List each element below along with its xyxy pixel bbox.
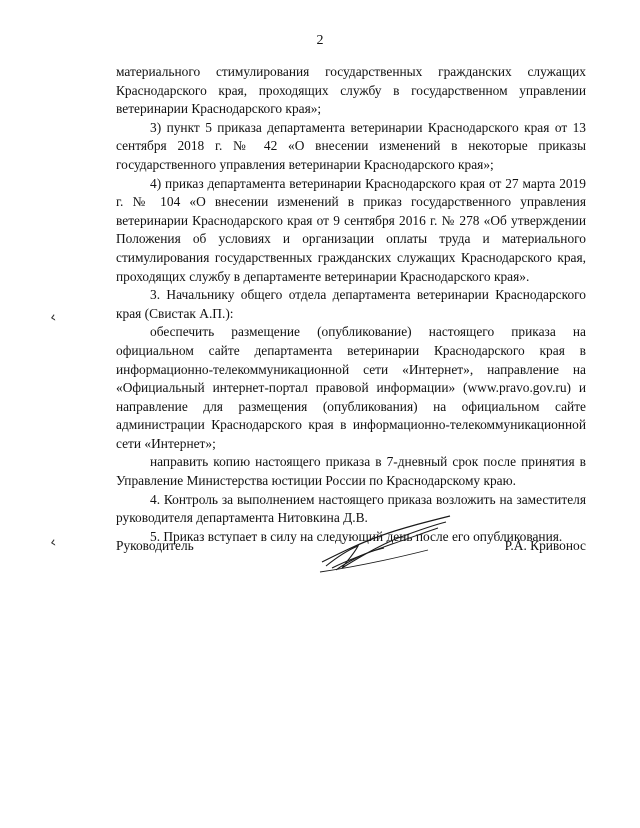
paragraph: 3. Начальнику общего отдела департамента ветеринарии Краснодарского края (Свистак А.П.): — [116, 287, 586, 321]
signature-block — [116, 538, 586, 562]
margin-check-mark: ‹ — [48, 307, 58, 327]
paragraph: направить копию настоящего приказа в 7-дневный срок после принятия в Управление Министерства юстиции России по Краснодарскому краю. — [116, 454, 586, 489]
document-body — [116, 63, 586, 546]
paragraph: 3) пункт 5 приказа департамента ветеринарии Краснодарского края от 13 сентября 2018 г. № 42 «О внесении изменений в некоторые приказы государственного управления ветеринарии Краснодарского края»; — [116, 119, 586, 172]
paragraph: материального стимулирования государственных гражданских служащих Краснодарского края, проходящих службу в государственном управлении ветеринарии Краснодарского края»; — [116, 64, 586, 117]
paragraph: 4. Контроль за выполнением настоящего приказа возложить на заместителя руководителя департамента Нитовкина Д.В. — [116, 491, 586, 526]
paragraph: 5. Приказ вступает в силу на следующий день после его опубликования. — [150, 528, 563, 544]
signatory-name: Р.А. Кривонос — [504, 538, 586, 553]
margin-check-mark: ‹ — [48, 532, 58, 552]
paragraph: 4) приказ департамента ветеринарии Краснодарского края от 27 марта 2019 г. № 104 «О внесении изменений в приказ государственного управления ветеринарии Краснодарского края от 9 сентября 2016 г. № 278 «Об утверждении Положения об условиях и организации оплаты труда и материального стимулирования государственных гражданских служащих Краснодарского края, проходящих службу в департаменте ветеринарии Краснодарского края». — [116, 175, 586, 284]
paragraph: обеспечить размещение (опубликование) настоящего приказа на официальном сайте департамента ветеринарии Краснодарского края в информационно-телекоммуникационной сети «Интернет», направление на «Официальный интернет-портал правовой информации» (www.pravo.gov.ru) и направление для размещения (опубликования) на официальном сайте администрации Краснодарского края в информационно-телекоммуникационной сети «Интернет»; — [116, 324, 586, 451]
signatory-title: Руководитель — [116, 538, 194, 553]
page-number: 2 — [316, 33, 324, 48]
